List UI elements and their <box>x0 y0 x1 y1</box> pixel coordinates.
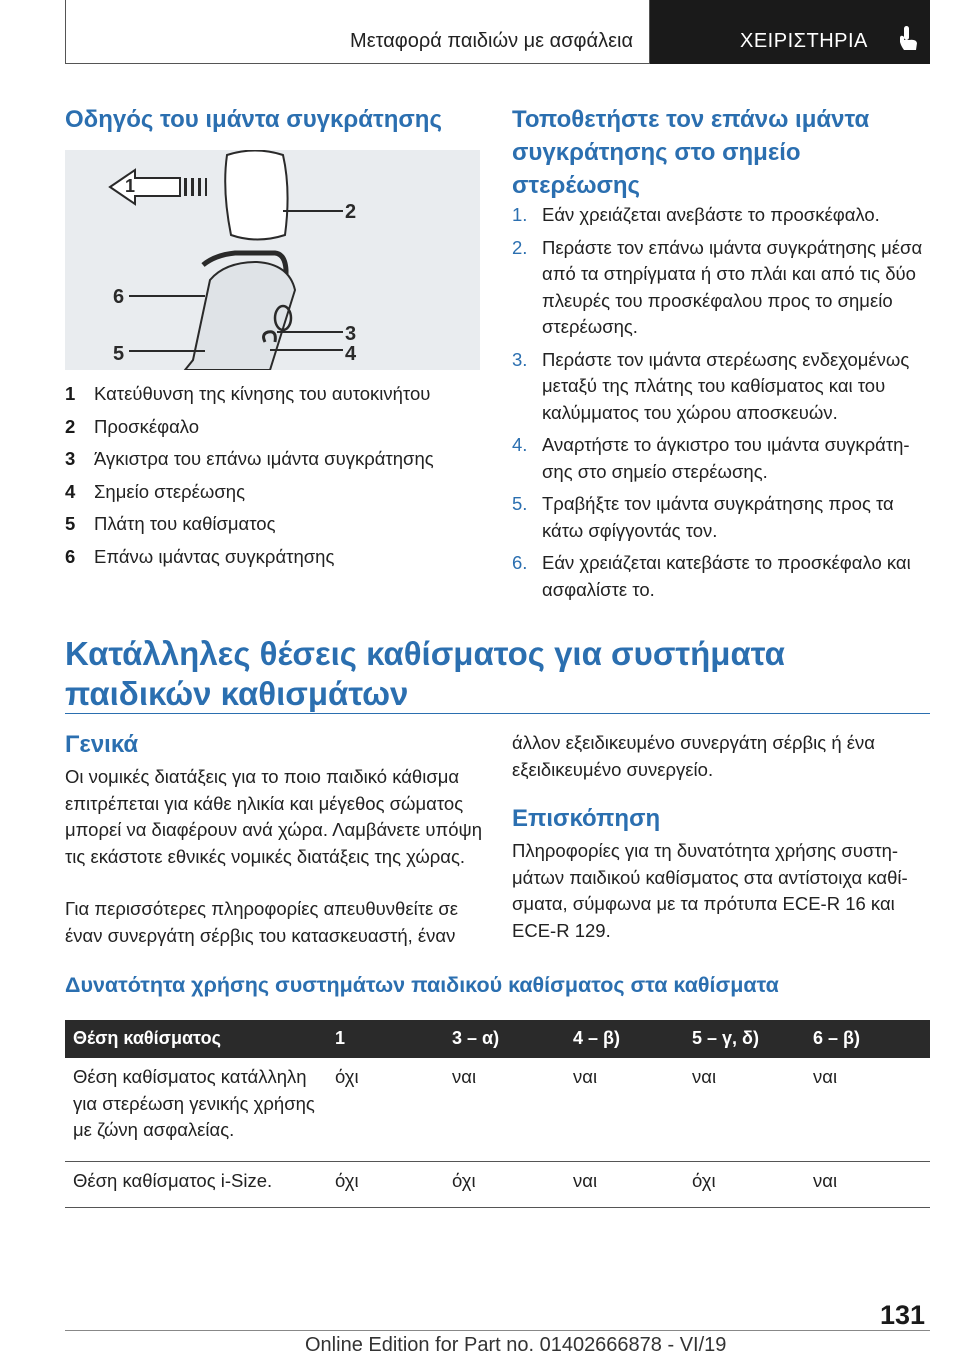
callout-2: 2 <box>345 201 357 223</box>
legend-item <box>65 480 485 513</box>
table-cell: ναι <box>692 1066 717 1087</box>
legend-text: Κατεύθυνση της κίνησης του αυτοκινήτου <box>94 383 431 404</box>
overview-heading: Επισκόπηση <box>512 805 661 832</box>
general-heading: Γενικά <box>65 731 139 758</box>
step-number: 5. <box>512 493 528 514</box>
table-header-cell: 1 <box>335 1028 346 1048</box>
footer-edition: Online Edition for Part no. 01402666878 - VI/19 <box>305 1334 727 1356</box>
table-cell: όχι <box>692 1170 716 1191</box>
step-item <box>512 235 930 341</box>
legend-item <box>65 382 485 415</box>
table-cell: Θέση καθίσματος κατάλληλη για στερέωση γενικής χρήσης με ζώνη ασφαλείας. <box>73 1066 315 1140</box>
page-number: 131 <box>880 1300 926 1330</box>
table-cell: ναι <box>573 1066 598 1087</box>
step-item <box>512 550 930 603</box>
legend-number: 1 <box>65 383 76 404</box>
table-cell: όχι <box>335 1170 359 1191</box>
table-header-row <box>65 1020 930 1058</box>
step-item <box>512 202 930 229</box>
heading-divider <box>65 713 930 714</box>
header-section-box <box>65 0 650 64</box>
seatback-shape <box>185 262 295 370</box>
header-chapter-label: ΧΕΙΡΙΣΤΗΡΙΑ <box>740 30 868 52</box>
legend-text: Σημείο στερέωσης <box>94 480 245 502</box>
legend-number: 2 <box>65 415 76 437</box>
step-item <box>512 432 930 485</box>
legend-number: 3 <box>65 448 76 469</box>
step-text: Τραβήξτε τον ιμάντα συγκράτησης προς τα κάτω σφίγγοντάς τον. <box>542 493 894 541</box>
callout-5: 5 <box>113 343 125 365</box>
table-header-cell: 3 – α) <box>452 1028 500 1048</box>
legend-item <box>65 447 485 480</box>
table-cell: όχι <box>452 1170 476 1191</box>
step-number: 1. <box>512 204 528 225</box>
header-section-title: Μεταφορά παιδιών με ασφάλεια <box>350 30 633 52</box>
table-header-cell: 5 – γ, δ) <box>692 1028 759 1048</box>
headrest-shape <box>225 151 287 240</box>
table-title: Δυνατότητα χρήσης συστημάτων παιδικού καθίσματος στα καθίσματα <box>65 973 779 997</box>
footer-divider <box>65 1330 930 1331</box>
legend-item <box>65 545 485 578</box>
general-paragraph-1: Οι νομικές διατάξεις για το ποιο παιδικό κάθισμα επιτρέπεται για κάθε ηλικία και μέγεθος σώματος μπορεί να διαφέρουν ανά χώρα. Λαμβάνετε υπόψη τις εκάστοτε εθνικές νομικές διατάξεις της χώρας. <box>65 766 483 867</box>
step-number: 6. <box>512 552 528 573</box>
overview-paragraph: Πληροφορίες για τη δυνατότητα χρήσης συστη-μάτων παιδικού καθίσματος στα αντίστοιχα καθί-σματα, σύμφωνα με τα πρότυπα ECE-R 16 και ECE-R 129. <box>512 840 908 941</box>
table-cell: ναι <box>573 1170 598 1191</box>
legend-item <box>65 512 485 545</box>
legend-text: Πλάτη του καθίσματος <box>94 513 276 534</box>
legend-number: 5 <box>65 513 76 534</box>
legend-number: 6 <box>65 545 76 567</box>
table-cell: όχι <box>335 1066 359 1087</box>
step-text: Εάν χρειάζεται κατεβάστε το προσκέφαλο και ασφαλίστε το. <box>542 552 911 600</box>
step-number: 4. <box>512 434 528 455</box>
table-header-cell: 6 – β) <box>813 1028 861 1048</box>
table-cell: ναι <box>452 1066 477 1087</box>
header-chapter-tab[interactable] <box>650 0 930 64</box>
legend-text: Επάνω ιμάντας συγκράτησης <box>94 545 335 567</box>
step-item <box>512 491 930 544</box>
callout-4: 4 <box>345 343 357 365</box>
table-header-cell: 4 – β) <box>573 1028 621 1048</box>
figure-legend <box>65 382 485 577</box>
legend-number: 4 <box>65 480 76 502</box>
step-number: 3. <box>512 348 528 370</box>
general-paragraph-2: Για περισσότερες πληροφορίες απευθυνθείτε σε έναν συνεργάτη σέρβις του κατασκευαστή, έναν <box>65 898 459 946</box>
step-item <box>512 347 930 427</box>
main-heading: Κατάλληλες θέσεις καθίσματος για συστήματα παιδικών καθισμάτων <box>65 635 785 712</box>
table-header-cell: Θέση καθίσματος <box>73 1028 221 1048</box>
legend-item <box>65 415 485 448</box>
table-row <box>65 1058 930 1162</box>
right-heading: Τοποθετήστε τον επάνω ιμάντα συγκράτησης στο σημείο στερέωσης <box>512 106 870 199</box>
general-paragraph-2-continued: άλλον εξειδικευμένο συνεργάτη σέρβις ή ένα εξειδικευμένο συνεργείο. <box>512 732 875 780</box>
table-cell: Θέση καθίσματος i-Size. <box>73 1170 273 1191</box>
direction-arrow-icon <box>110 170 180 204</box>
seat-compatibility-table <box>65 1020 930 1208</box>
callout-1: 1 <box>125 176 136 196</box>
installation-steps <box>512 202 930 609</box>
step-text: Αναρτήστε το άγκιστρο του ιμάντα συγκράτη-σης στο σημείο στερέωσης. <box>542 434 910 482</box>
callout-3: 3 <box>345 323 357 345</box>
legend-text: Άγκιστρα του επάνω ιμάντα συγκράτησης <box>94 448 434 469</box>
left-heading: Οδηγός του ιμάντα συγκράτησης <box>65 106 442 133</box>
headrest-figure <box>65 150 480 370</box>
step-text: Εάν χρειάζεται ανεβάστε το προσκέφαλο. <box>542 204 880 225</box>
table-cell: ναι <box>813 1170 838 1191</box>
step-number: 2. <box>512 236 528 258</box>
step-text: Περάστε τον ιμάντα στερέωσης ενδεχομένως μεταξύ της πλάτης του καθίσματος και του καλύμματος του χώρου αποσκευών. <box>542 348 910 423</box>
legend-text: Προσκέφαλο <box>94 415 200 437</box>
table-row <box>65 1162 930 1208</box>
headrest-illustration <box>65 150 480 370</box>
hand-pointer-icon <box>894 24 922 52</box>
callout-6: 6 <box>113 286 125 308</box>
table-cell: ναι <box>813 1066 838 1087</box>
step-text: Περάστε τον επάνω ιμάντα συγκράτησης μέσα από τα στηρίγματα ή στο πλάι και από τις δύο πλευρές του προσκέφαλου προς το σημείο στερέωσης. <box>542 236 923 337</box>
